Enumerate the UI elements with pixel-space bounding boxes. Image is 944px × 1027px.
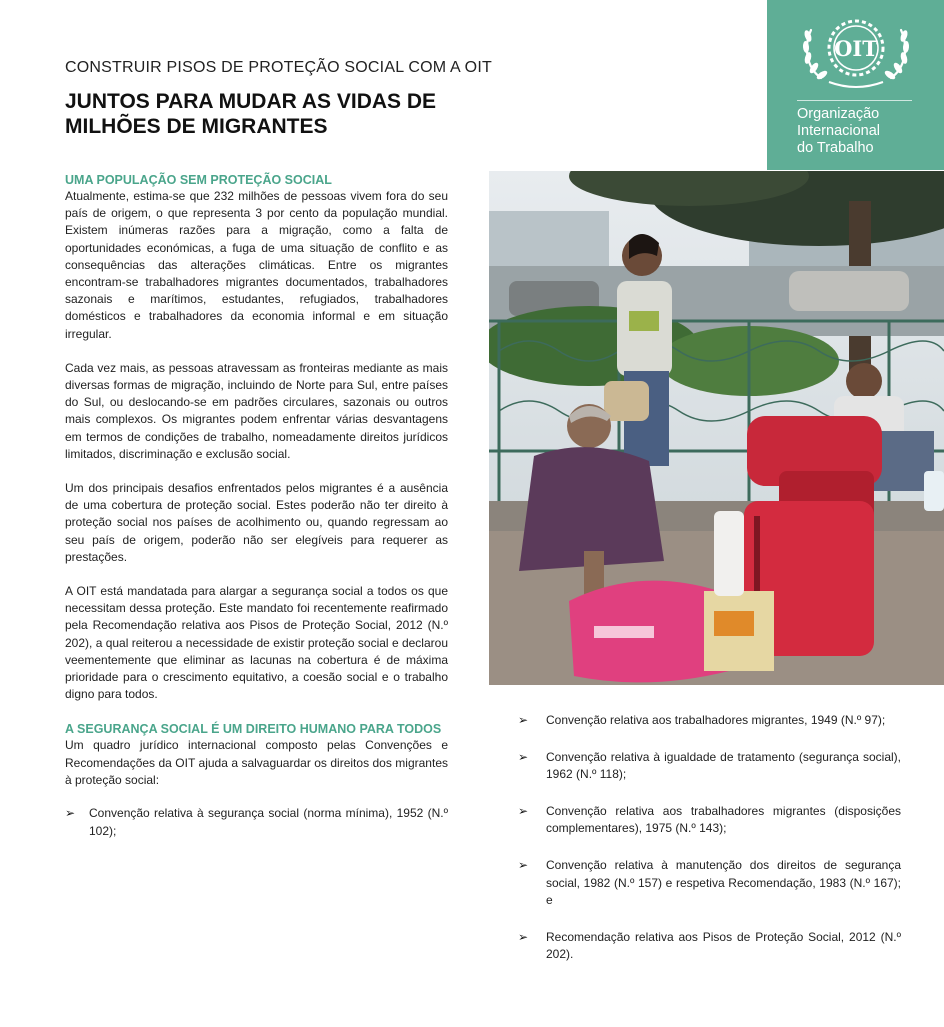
list-item xyxy=(518,803,901,838)
arrow-bullet-icon: ➢ xyxy=(518,857,529,872)
bullet-text: Convenção relativa à igualdade de tratamento (segurança social), 1962 (N.º 118); xyxy=(546,749,901,782)
arrow-bullet-icon: ➢ xyxy=(65,806,76,821)
oit-logo-block xyxy=(767,0,944,170)
title-line-2: MILHÕES DE MIGRANTES xyxy=(65,115,328,138)
bullet-text: Convenção relativa à manutenção dos direitos de segurança social, 1982 (N.º 157) e respetiva Recomendação, 1983 (N.º 167); e xyxy=(546,857,901,908)
bullet-text: Convenção relativa aos trabalhadores migrantes, 1949 (N.º 97); xyxy=(546,713,886,727)
arrow-bullet-icon: ➢ xyxy=(518,749,529,764)
paragraph-3: Um dos principais desafios enfrentados pelos migrantes é a ausência de uma cobertura de proteção social. Estes poderão não ter direito à proteção social nos países de acolhimento ou, quando regressam ao seu país de origem, poderão não ser elegíveis para requerer as prestações. xyxy=(65,481,448,564)
paragraph-2: Cada vez mais, as pessoas atravessam as fronteiras mediante as mais diversas formas de migração, incluindo de Norte para Sul, entre países do Sul, ou deslocando-se em padrões circulares, sazonais ou outros mais complexos. Os migrantes podem enfrentar várias desvantagens em termos de condições de trabalho, nomeadamente direitos jurídicos limitados, discriminação e exclusão social. xyxy=(65,360,448,461)
bullet-text: Recomendação relativa aos Pisos de Proteção Social, 2012 (N.º 202). xyxy=(546,929,901,962)
org-name-line-3: do Trabalho xyxy=(797,140,874,156)
list-item xyxy=(518,712,901,730)
arrow-bullet-icon: ➢ xyxy=(518,713,529,727)
list-item xyxy=(518,749,901,784)
left-bullet-list xyxy=(65,805,448,840)
list-item xyxy=(65,805,448,840)
emblem-text: OIT xyxy=(834,36,878,61)
section-heading-population: UMA POPULAÇÃO SEM PROTEÇÃO SOCIAL xyxy=(65,173,332,187)
arrow-bullet-icon: ➢ xyxy=(518,929,529,944)
photo-illustration xyxy=(489,171,944,685)
oit-emblem-icon xyxy=(799,12,913,90)
section-heading-human-right: A SEGURANÇA SOCIAL É UM DIREITO HUMANO PARA TODOS xyxy=(65,722,442,737)
arrow-bullet-icon: ➢ xyxy=(518,803,529,818)
org-name-line-1: Organização xyxy=(797,106,880,122)
bullet-text: Convenção relativa à segurança social (norma mínima), 1952 (N.º 102); xyxy=(89,806,448,838)
left-column xyxy=(65,172,448,840)
paragraph-4: A OIT está mandatada para alargar a segurança social a todos os que necessitam dessa proteção. Este mandato foi recentemente reafirmado pela Recomendação relativa aos Pisos de Proteção Social, 2012 (N.º 202), a qual reiterou a necessidade de existir proteção social e declarou veementemente que eliminar as lacunas na cobertura é de máxima prioridade para o crescimento equitativo, a coesão social e o trabalho digno para todos. xyxy=(65,584,448,702)
bullet-text: Convenção relativa aos trabalhadores migrantes (disposições complementares), 1975 (N.º 143); xyxy=(546,803,901,836)
organization-name xyxy=(797,106,937,157)
title-line-1: JUNTOS PARA MUDAR AS VIDAS DE xyxy=(65,90,437,113)
paragraph-intro-legal: Um quadro jurídico internacional composto pelas Convenções e Recomendações da OIT ajuda a salvaguardar os direitos dos migrantes à proteção social: xyxy=(65,738,448,787)
page-title xyxy=(65,89,545,139)
list-item xyxy=(518,929,901,964)
paragraph-1: Atualmente, estima-se que 232 milhões de pessoas vivem fora do seu país de origem, o que representa 3 por cento da população mundial. Existem inúmeras razões para a migração, como a falta de oportunidades económicas, a fuga de uma situação de conflito e as consequências das alterações climáticas. Entre os migrantes encontram-se trabalhadores migrantes documentados, trabalhadores sazonais e marítimos, estudantes, refugiados, trabalhadores domésticos e trabalhadores da economia informal e em situação irregular. xyxy=(65,189,448,341)
right-bullet-list xyxy=(518,712,901,983)
series-kicker: CONSTRUIR PISOS DE PROTEÇÃO SOCIAL COM A OIT xyxy=(65,59,492,76)
list-item xyxy=(518,857,901,910)
logo-divider xyxy=(797,100,912,101)
org-name-line-2: Internacional xyxy=(797,123,881,139)
migrants-photo xyxy=(489,171,944,685)
